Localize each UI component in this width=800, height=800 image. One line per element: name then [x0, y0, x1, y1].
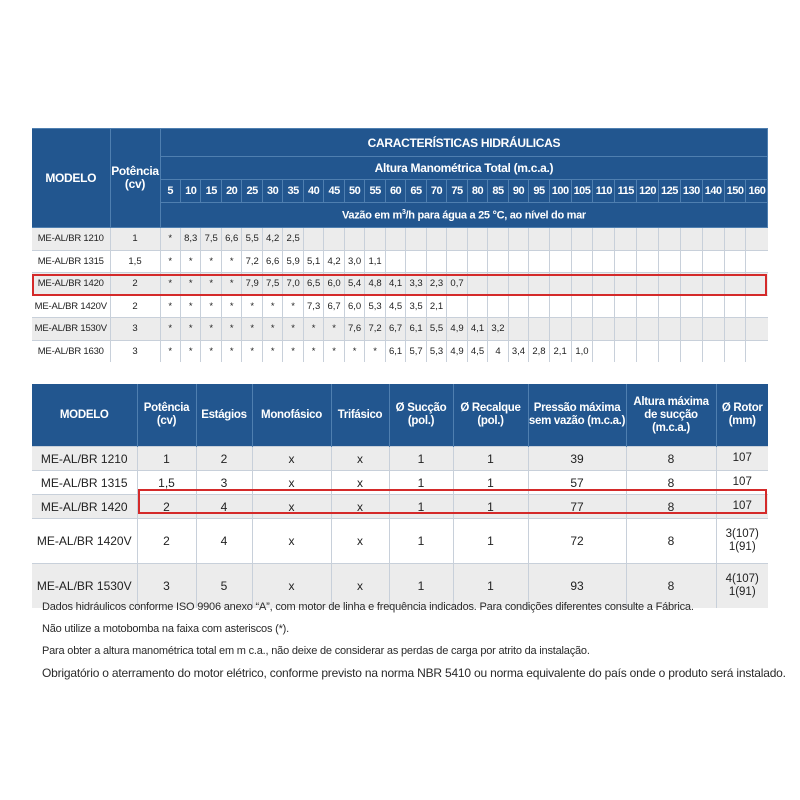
- flow-cell: 3,3: [406, 273, 426, 296]
- row-stages: 4: [196, 495, 252, 519]
- row-rotor: 107: [716, 447, 768, 471]
- flow-cell: 7,6: [344, 318, 364, 341]
- height-col-95: 95: [529, 180, 549, 203]
- flow-cell: 5,3: [426, 340, 446, 362]
- flow-cell: [571, 250, 593, 273]
- flow-cell: 0,7: [447, 273, 467, 296]
- flow-label: Vazão em $m^3/h$ para água a 25 °C, ao nível do mar: [160, 203, 768, 228]
- height-col-80: 80: [467, 180, 487, 203]
- flow-cell: [615, 295, 637, 318]
- row-stages: 3: [196, 471, 252, 495]
- technical-specs-table: [32, 384, 768, 608]
- flow-cell: *: [201, 250, 221, 273]
- flow-cell: 3,4: [508, 340, 528, 362]
- row-model: ME-AL/BR 1630: [32, 340, 110, 362]
- flow-cell: *: [180, 250, 200, 273]
- row-mono: x: [252, 471, 331, 495]
- height-col-100: 100: [549, 180, 571, 203]
- flow-cell: [593, 250, 615, 273]
- flow-cell: *: [201, 318, 221, 341]
- flow-cell: 2,5: [283, 228, 303, 251]
- flow-cell: *: [160, 273, 180, 296]
- flow-cell: [508, 295, 528, 318]
- row-power: 3: [110, 340, 160, 362]
- row-suction: 1: [389, 519, 453, 564]
- height-col-70: 70: [426, 180, 446, 203]
- flow-cell: 3,5: [406, 295, 426, 318]
- row-power: 1,5: [110, 250, 160, 273]
- row-discharge: 1: [453, 471, 528, 495]
- row-mono: x: [252, 447, 331, 471]
- flow-cell: *: [221, 318, 241, 341]
- height-col-20: 20: [221, 180, 241, 203]
- row-stages: 2: [196, 447, 252, 471]
- height-col-150: 150: [724, 180, 746, 203]
- height-col-15: 15: [201, 180, 221, 203]
- note-grounding: Obrigatório o aterramento do motor elétrico, conforme previsto na norma NBR 5410 ou norma equivalente do país onde o produto será instalado.: [42, 666, 786, 680]
- height-col-55: 55: [365, 180, 385, 203]
- row-suction: 1: [389, 447, 453, 471]
- flow-cell: [702, 340, 724, 362]
- flow-cell: 5,5: [242, 228, 262, 251]
- hydraulic-characteristics-table: [32, 128, 768, 362]
- row-power: 2: [110, 295, 160, 318]
- height-col-90: 90: [508, 180, 528, 203]
- flow-cell: 5,4: [344, 273, 364, 296]
- table-row: [32, 228, 768, 251]
- flow-cell: [406, 250, 426, 273]
- flow-cell: 4,8: [365, 273, 385, 296]
- note-iso: Dados hidráulicos conforme ISO 9906 anexo “A”, com motor de linha e frequência indicados. Para condições diferentes consulte a Fábrica.: [42, 601, 694, 613]
- flow-cell: *: [180, 318, 200, 341]
- flow-cell: *: [324, 318, 344, 341]
- flow-cell: *: [283, 340, 303, 362]
- flow-cell: [571, 273, 593, 296]
- flow-cell: [702, 228, 724, 251]
- flow-cell: [385, 228, 405, 251]
- flow-cell: [680, 340, 702, 362]
- table-row: [32, 519, 768, 564]
- flow-cell: [549, 228, 571, 251]
- flow-cell: 1,1: [365, 250, 385, 273]
- flow-cell: [426, 250, 446, 273]
- row-model: ME-AL/BR 1210: [32, 447, 137, 471]
- flow-cell: [467, 228, 487, 251]
- table-row: [32, 295, 768, 318]
- flow-cell: [488, 228, 508, 251]
- row-power: 2: [137, 519, 196, 564]
- col-power: Potência (cv): [137, 384, 196, 447]
- flow-cell: 8,3: [180, 228, 200, 251]
- row-model: ME-AL/BR 1530V: [32, 564, 137, 609]
- flow-cell: [593, 295, 615, 318]
- row-model: ME-AL/BR 1315: [32, 250, 110, 273]
- flow-cell: [488, 273, 508, 296]
- flow-cell: [680, 228, 702, 251]
- col-stages: Estágios: [196, 384, 252, 447]
- flow-cell: [508, 318, 528, 341]
- flow-cell: [637, 273, 659, 296]
- flow-cell: *: [283, 318, 303, 341]
- row-tri: x: [331, 471, 389, 495]
- flow-cell: 2,1: [426, 295, 446, 318]
- flow-cell: *: [242, 340, 262, 362]
- flow-cell: [724, 295, 746, 318]
- height-col-75: 75: [447, 180, 467, 203]
- row-suction: 1: [389, 495, 453, 519]
- flow-cell: 7,5: [262, 273, 282, 296]
- flow-cell: *: [160, 295, 180, 318]
- row-suction-height: 8: [626, 495, 716, 519]
- flow-cell: *: [160, 250, 180, 273]
- row-mono: x: [252, 564, 331, 609]
- flow-cell: 7,3: [303, 295, 323, 318]
- row-rotor: 4(107) 1(91): [716, 564, 768, 609]
- flow-cell: [571, 228, 593, 251]
- flow-cell: [508, 273, 528, 296]
- flow-cell: 2,3: [426, 273, 446, 296]
- row-model: ME-AL/BR 1420V: [32, 295, 110, 318]
- flow-cell: *: [242, 318, 262, 341]
- row-power: 2: [110, 273, 160, 296]
- row-tri: x: [331, 564, 389, 609]
- height-col-30: 30: [262, 180, 282, 203]
- flow-cell: [447, 228, 467, 251]
- height-col-10: 10: [180, 180, 200, 203]
- flow-cell: [508, 250, 528, 273]
- height-col-40: 40: [303, 180, 323, 203]
- col-mono: Monofásico: [252, 384, 331, 447]
- height-col-45: 45: [324, 180, 344, 203]
- flow-cell: 2,1: [549, 340, 571, 362]
- flow-cell: [659, 250, 681, 273]
- height-col-130: 130: [680, 180, 702, 203]
- height-col-35: 35: [283, 180, 303, 203]
- table-row: [32, 318, 768, 341]
- height-col-85: 85: [488, 180, 508, 203]
- row-pressure: 39: [528, 447, 626, 471]
- table-row: [32, 495, 768, 519]
- flow-cell: *: [221, 273, 241, 296]
- flow-cell: 6,6: [262, 250, 282, 273]
- flow-cell: 6,7: [324, 295, 344, 318]
- flow-cell: [724, 250, 746, 273]
- flow-cell: *: [262, 295, 282, 318]
- flow-cell: 4,2: [262, 228, 282, 251]
- row-suction-height: 8: [626, 471, 716, 495]
- flow-cell: [746, 295, 768, 318]
- flow-cell: *: [180, 273, 200, 296]
- row-model: ME-AL/BR 1420: [32, 495, 137, 519]
- flow-cell: *: [262, 340, 282, 362]
- flow-cell: 7,5: [201, 228, 221, 251]
- flow-cell: [426, 228, 446, 251]
- col-discharge: Ø Recalque (pol.): [453, 384, 528, 447]
- row-model: ME-AL/BR 1420V: [32, 519, 137, 564]
- flow-cell: [680, 318, 702, 341]
- flow-cell: [467, 295, 487, 318]
- col-power-unit: (cv): [124, 177, 146, 191]
- flow-cell: [385, 250, 405, 273]
- col-rotor: Ø Rotor (mm): [716, 384, 768, 447]
- flow-cell: 7,2: [242, 250, 262, 273]
- flow-cell: [303, 228, 323, 251]
- row-model: ME-AL/BR 1420: [32, 273, 110, 296]
- row-mono: x: [252, 495, 331, 519]
- flow-cell: 3,0: [344, 250, 364, 273]
- flow-cell: [659, 318, 681, 341]
- flow-cell: [593, 318, 615, 341]
- row-power: 3: [110, 318, 160, 341]
- row-pressure: 93: [528, 564, 626, 609]
- flow-cell: [615, 340, 637, 362]
- flow-cell: 6,0: [344, 295, 364, 318]
- flow-cell: [529, 318, 549, 341]
- flow-cell: [637, 228, 659, 251]
- flow-cell: [549, 295, 571, 318]
- row-power: 3: [137, 564, 196, 609]
- row-discharge: 1: [453, 564, 528, 609]
- flow-cell: 6,7: [385, 318, 405, 341]
- flow-cell: [724, 228, 746, 251]
- flow-cell: *: [180, 340, 200, 362]
- flow-cell: [593, 340, 615, 362]
- flow-cell: [746, 340, 768, 362]
- row-suction: 1: [389, 471, 453, 495]
- flow-cell: 7,2: [365, 318, 385, 341]
- row-tri: x: [331, 519, 389, 564]
- flow-cell: [488, 295, 508, 318]
- table-row: [32, 447, 768, 471]
- height-col-60: 60: [385, 180, 405, 203]
- flow-cell: [702, 273, 724, 296]
- flow-cell: 4,9: [447, 340, 467, 362]
- flow-cell: 4,9: [447, 318, 467, 341]
- row-power: 1: [137, 447, 196, 471]
- flow-cell: 4,5: [467, 340, 487, 362]
- row-model: ME-AL/BR 1210: [32, 228, 110, 251]
- flow-cell: [615, 318, 637, 341]
- row-discharge: 1: [453, 519, 528, 564]
- flow-cell: [637, 340, 659, 362]
- col-power: [110, 129, 160, 228]
- flow-cell: [702, 295, 724, 318]
- flow-cell: [549, 318, 571, 341]
- flow-cell: *: [160, 318, 180, 341]
- flow-cell: [447, 250, 467, 273]
- flow-cell: *: [221, 295, 241, 318]
- col-model: MODELO: [32, 384, 137, 447]
- flow-cell: *: [221, 340, 241, 362]
- row-rotor: 3(107) 1(91): [716, 519, 768, 564]
- row-stages: 5: [196, 564, 252, 609]
- height-col-125: 125: [659, 180, 681, 203]
- flow-cell: [680, 273, 702, 296]
- row-suction-height: 8: [626, 447, 716, 471]
- col-suction-height: Altura máxima de sucção (m.c.a.): [626, 384, 716, 447]
- height-col-120: 120: [637, 180, 659, 203]
- flow-cell: [724, 273, 746, 296]
- flow-cell: [637, 318, 659, 341]
- height-subtitle: Altura Manométrica Total (m.c.a.): [160, 157, 768, 180]
- flow-cell: [659, 273, 681, 296]
- flow-cell: 5,1: [303, 250, 323, 273]
- height-col-50: 50: [344, 180, 364, 203]
- flow-cell: [549, 250, 571, 273]
- flow-cell: [637, 295, 659, 318]
- flow-cell: *: [221, 250, 241, 273]
- flow-cell: 4,2: [324, 250, 344, 273]
- flow-cell: 4,5: [385, 295, 405, 318]
- flow-cell: [746, 250, 768, 273]
- flow-cell: *: [242, 295, 262, 318]
- flow-cell: [680, 250, 702, 273]
- flow-cell: 4,1: [385, 273, 405, 296]
- flow-cell: [549, 273, 571, 296]
- flow-cell: [467, 273, 487, 296]
- flow-cell: 5,7: [406, 340, 426, 362]
- flow-cell: *: [283, 295, 303, 318]
- flow-cell: *: [324, 340, 344, 362]
- flow-cell: 5,9: [283, 250, 303, 273]
- row-mono: x: [252, 519, 331, 564]
- flow-cell: [508, 228, 528, 251]
- flow-cell: 7,0: [283, 273, 303, 296]
- flow-cell: *: [303, 318, 323, 341]
- flow-cell: [659, 340, 681, 362]
- table-row: [32, 340, 768, 362]
- note-asterisk: Não utilize a motobomba na faixa com asteriscos (*).: [42, 623, 289, 635]
- flow-cell: [593, 273, 615, 296]
- flow-cell: [467, 250, 487, 273]
- flow-cell: [680, 295, 702, 318]
- flow-cell: 6,6: [221, 228, 241, 251]
- height-col-160: 160: [746, 180, 768, 203]
- flow-cell: [324, 228, 344, 251]
- flow-cell: *: [365, 340, 385, 362]
- flow-cell: [615, 228, 637, 251]
- flow-cell: [488, 250, 508, 273]
- flow-cell: [406, 228, 426, 251]
- flow-cell: [344, 228, 364, 251]
- row-discharge: 1: [453, 447, 528, 471]
- flow-cell: [746, 318, 768, 341]
- note-head-loss: Para obter a altura manométrica total em m c.a., não deixe de considerar as perdas de carga por atrito da instalação.: [42, 645, 590, 657]
- flow-cell: 3,2: [488, 318, 508, 341]
- row-tri: x: [331, 495, 389, 519]
- height-col-105: 105: [571, 180, 593, 203]
- flow-cell: 4,1: [467, 318, 487, 341]
- col-pressure: Pressão máxima sem vazão (m.c.a.): [528, 384, 626, 447]
- col-tri: Trifásico: [331, 384, 389, 447]
- row-tri: x: [331, 447, 389, 471]
- flow-cell: *: [160, 340, 180, 362]
- flow-cell: [593, 228, 615, 251]
- flow-cell: [529, 273, 549, 296]
- flow-cell: [702, 250, 724, 273]
- flow-cell: *: [180, 295, 200, 318]
- flow-cell: [615, 273, 637, 296]
- flow-cell: [746, 273, 768, 296]
- row-pressure: 72: [528, 519, 626, 564]
- notes: [42, 596, 786, 684]
- flow-cell: 6,0: [324, 273, 344, 296]
- row-power: 1,5: [137, 471, 196, 495]
- flow-cell: 5,3: [365, 295, 385, 318]
- flow-cell: *: [303, 340, 323, 362]
- flow-cell: [529, 228, 549, 251]
- row-suction: 1: [389, 564, 453, 609]
- height-col-115: 115: [615, 180, 637, 203]
- flow-cell: [659, 228, 681, 251]
- flow-cell: 5,5: [426, 318, 446, 341]
- flow-cell: *: [201, 340, 221, 362]
- col-suction: Ø Sucção (pol.): [389, 384, 453, 447]
- flow-cell: 4: [488, 340, 508, 362]
- flow-cell: [724, 340, 746, 362]
- height-col-65: 65: [406, 180, 426, 203]
- flow-cell: *: [344, 340, 364, 362]
- height-col-140: 140: [702, 180, 724, 203]
- row-pressure: 57: [528, 471, 626, 495]
- flow-cell: *: [201, 273, 221, 296]
- flow-cell: 1,0: [571, 340, 593, 362]
- flow-cell: *: [201, 295, 221, 318]
- flow-cell: 6,1: [406, 318, 426, 341]
- row-suction-height: 8: [626, 519, 716, 564]
- row-model: ME-AL/BR 1315: [32, 471, 137, 495]
- col-power-label: Potência: [111, 164, 159, 178]
- height-col-25: 25: [242, 180, 262, 203]
- flow-cell: 2,8: [529, 340, 549, 362]
- flow-cell: [529, 295, 549, 318]
- flow-cell: [447, 295, 467, 318]
- table-row: [32, 273, 768, 296]
- row-discharge: 1: [453, 495, 528, 519]
- col-model: MODELO: [32, 129, 110, 228]
- row-model: ME-AL/BR 1530V: [32, 318, 110, 341]
- flow-cell: [659, 295, 681, 318]
- flow-cell: [637, 250, 659, 273]
- height-col-110: 110: [593, 180, 615, 203]
- row-stages: 4: [196, 519, 252, 564]
- flow-cell: 6,1: [385, 340, 405, 362]
- row-pressure: 77: [528, 495, 626, 519]
- flow-cell: *: [262, 318, 282, 341]
- flow-cell: [615, 250, 637, 273]
- table-row: [32, 471, 768, 495]
- flow-cell: [702, 318, 724, 341]
- flow-cell: 6,5: [303, 273, 323, 296]
- flow-cell: *: [160, 228, 180, 251]
- flow-cell: [571, 295, 593, 318]
- height-col-5: 5: [160, 180, 180, 203]
- flow-cell: [529, 250, 549, 273]
- row-power: 2: [137, 495, 196, 519]
- row-rotor: 107: [716, 495, 768, 519]
- row-suction-height: 8: [626, 564, 716, 609]
- flow-cell: [746, 228, 768, 251]
- row-power: 1: [110, 228, 160, 251]
- flow-cell: [365, 228, 385, 251]
- hydraulic-title: CARACTERÍSTICAS HIDRÁULICAS: [160, 129, 768, 157]
- flow-cell: 7,9: [242, 273, 262, 296]
- table-row: [32, 250, 768, 273]
- flow-cell: [571, 318, 593, 341]
- row-rotor: 107: [716, 471, 768, 495]
- flow-cell: [724, 318, 746, 341]
